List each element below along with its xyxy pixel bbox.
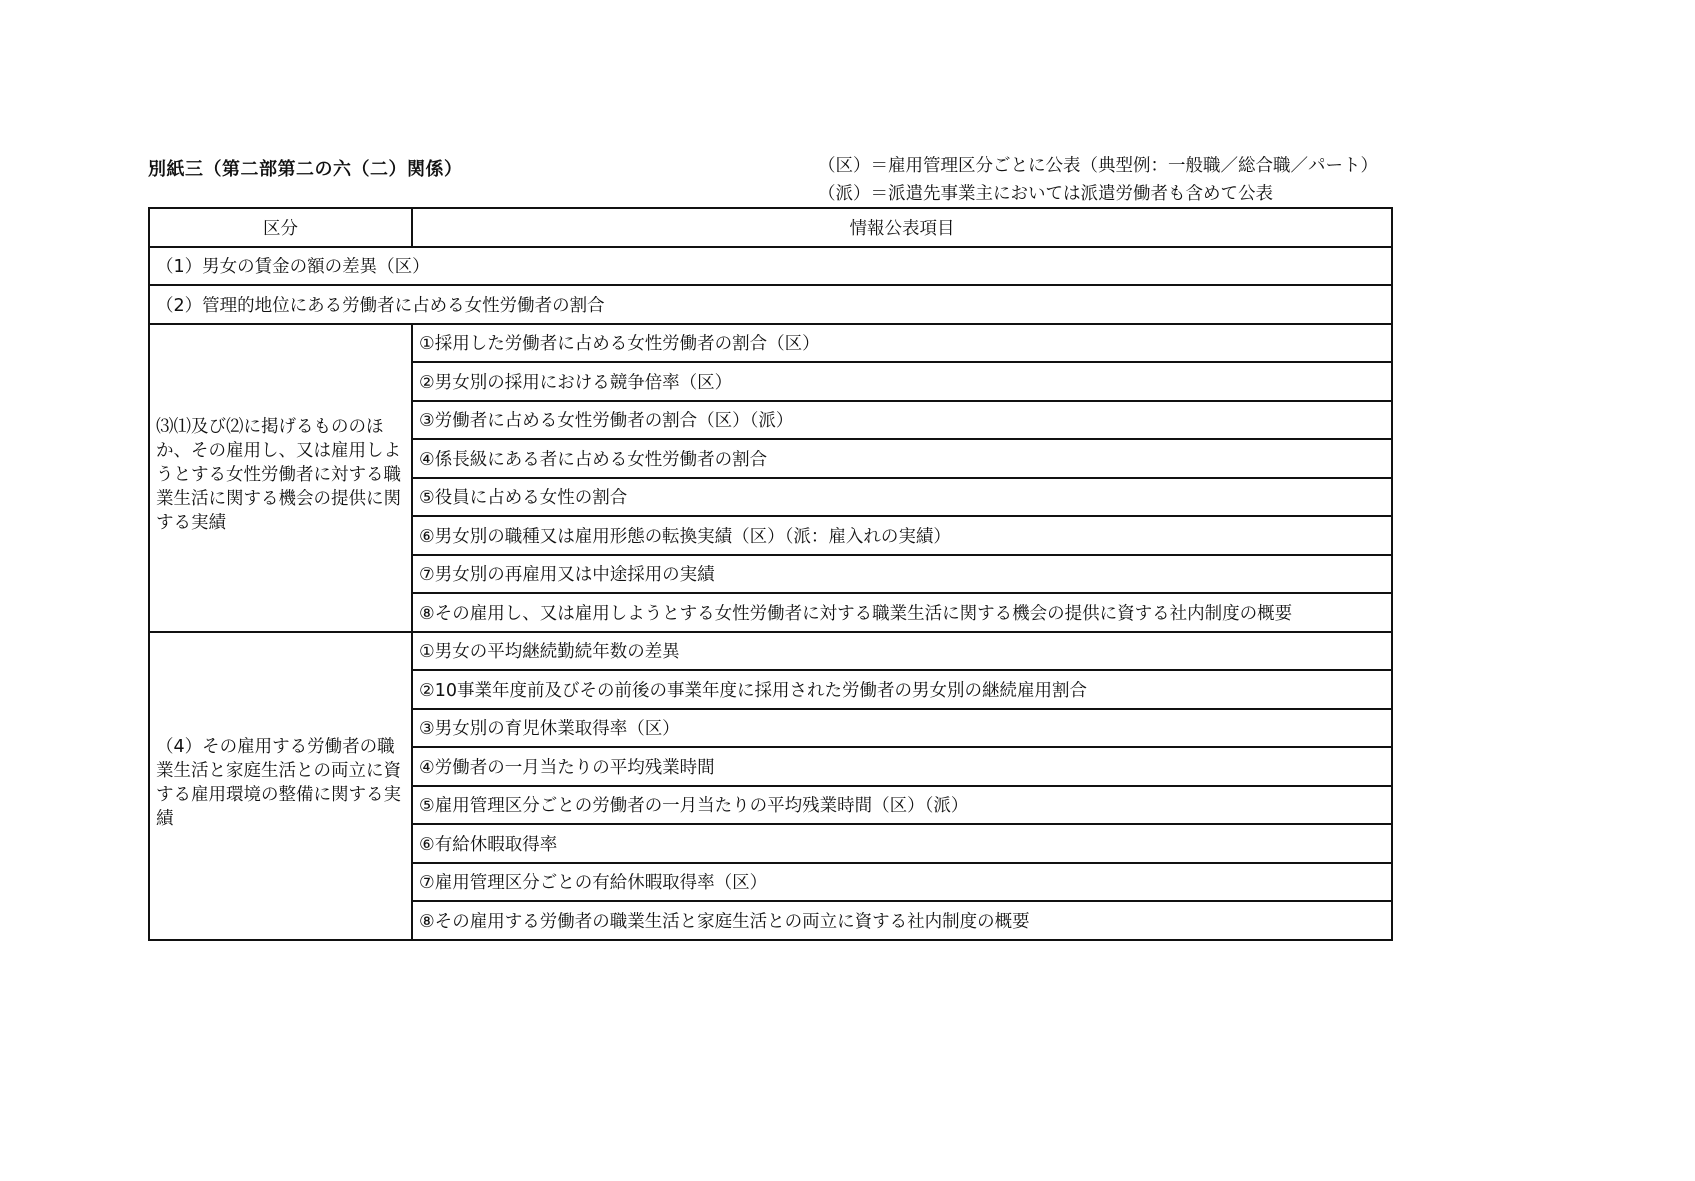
category-work-life-balance: （4）その雇用する労働者の職業生活と家庭生活との両立に資する雇用環境の整備に関する実績 — [149, 632, 412, 940]
table-row — [149, 247, 1392, 286]
item-cell: ①採用した労働者に占める女性労働者の割合（区） — [412, 324, 1392, 363]
item-cell: ④労働者の一月当たりの平均残業時間 — [412, 747, 1392, 786]
header-items: 情報公表項目 — [412, 208, 1392, 247]
table-header-row — [149, 208, 1392, 247]
item-cell: ②10事業年度前及びその前後の事業年度に採用された労働者の男女別の継続雇用割合 — [412, 670, 1392, 709]
legend — [818, 152, 1378, 208]
legend-ku: （区）＝雇用管理区分ごとに公表（典型例：一般職／総合職／パート） — [818, 156, 1378, 176]
item-cell: ⑧その雇用する労働者の職業生活と家庭生活との両立に資する社内制度の概要 — [412, 901, 1392, 940]
header-category: 区分 — [149, 208, 412, 247]
item-cell: ②男女別の採用における競争倍率（区） — [412, 362, 1392, 401]
item-cell: ⑦雇用管理区分ごとの有給休暇取得率（区） — [412, 863, 1392, 902]
item-cell: ⑧その雇用し、又は雇用しようとする女性労働者に対する職業生活に関する機会の提供に資する社内制度の概要 — [412, 593, 1392, 632]
item-cell: ⑦男女別の再雇用又は中途採用の実績 — [412, 555, 1392, 594]
row-management-ratio: （2）管理的地位にある労働者に占める女性労働者の割合 — [149, 285, 1392, 324]
legend-ha: （派）＝派遣先事業主においては派遣労働者も含めて公表 — [818, 184, 1273, 204]
document-title: 別紙三（第二部第二の六（二）関係） — [148, 159, 463, 180]
disclosure-items-table — [148, 207, 1393, 941]
item-cell: ③労働者に占める女性労働者の割合（区）（派） — [412, 401, 1392, 440]
item-cell: ⑥有給休暇取得率 — [412, 824, 1392, 863]
table-row — [149, 324, 1392, 363]
item-cell: ④係長級にある者に占める女性労働者の割合 — [412, 439, 1392, 478]
item-cell: ①男女の平均継続勤続年数の差異 — [412, 632, 1392, 671]
category-career-opportunity: ⑶⑴及び⑵に掲げるもののほか、その雇用し、又は雇用しようとする女性労働者に対する職業生活に関する機会の提供に関する実績 — [149, 324, 412, 632]
table-row — [149, 285, 1392, 324]
item-cell: ⑤役員に占める女性の割合 — [412, 478, 1392, 517]
table-row — [149, 632, 1392, 671]
item-cell: ③男女別の育児休業取得率（区） — [412, 709, 1392, 748]
item-cell: ⑥男女別の職種又は雇用形態の転換実績（区）（派：雇入れの実績） — [412, 516, 1392, 555]
item-cell: ⑤雇用管理区分ごとの労働者の一月当たりの平均残業時間（区）（派） — [412, 786, 1392, 825]
row-wage-gap: （1）男女の賃金の額の差異（区） — [149, 247, 1392, 286]
